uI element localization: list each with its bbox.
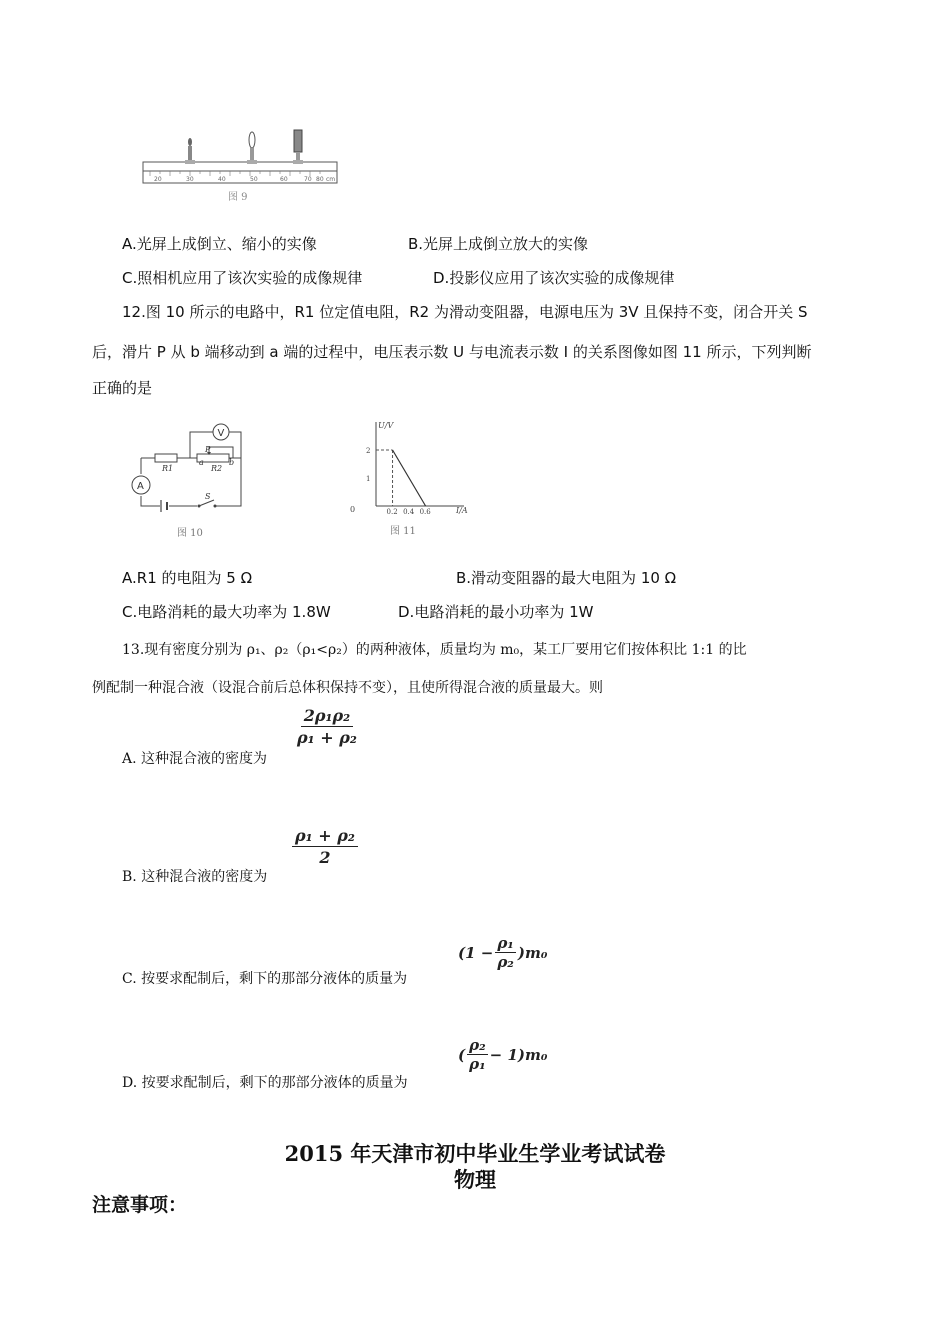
- svg-text:cm: cm: [326, 176, 336, 183]
- svg-text:图 9: 图 9: [228, 192, 248, 203]
- q11-option-c: C.照相机应用了该次实验的成像规律: [122, 269, 363, 287]
- x-tick-label: 0.4: [403, 508, 415, 516]
- origin-label: 0: [350, 505, 356, 514]
- q12-stem-line2: 后，滑片 P 从 b 端移动到 a 端的过程中，电压表示数 U 与电流表示数 I 的关系图像如图 11 所示，下列判断: [92, 343, 812, 361]
- svg-text:V: V: [217, 428, 225, 439]
- r1-resistor: [155, 454, 177, 462]
- formula-c: (1 − $\frac{\text{ρ₁}}{\text{ρ₂}}$ )m₀: [458, 934, 548, 971]
- svg-text:R1: R1: [162, 464, 174, 473]
- q12-option-d: D.电路消耗的最小功率为 1W: [398, 603, 594, 621]
- y-tick-label: 2: [366, 447, 371, 455]
- q12-stem-line3: 正确的是: [92, 379, 153, 397]
- notice-heading: 注意事项：: [92, 1194, 188, 1216]
- svg-text:50: 50: [250, 176, 258, 183]
- figure-10: [125, 414, 255, 540]
- q13-option-b: B. 这种混合液的密度为: [122, 869, 268, 885]
- optical-bench-diagram: [140, 126, 340, 206]
- svg-text:A: A: [137, 481, 144, 492]
- exam-subject: 物理: [454, 1167, 496, 1192]
- q11-option-a: A.光屏上成倒立、缩小的实像: [122, 235, 317, 253]
- u-i-chart: [336, 414, 476, 540]
- svg-text:图 11: 图 11: [390, 526, 416, 537]
- svg-text:S: S: [205, 492, 211, 501]
- screen-icon: [293, 130, 303, 164]
- lens-icon: [247, 132, 257, 164]
- svg-text:20: 20: [154, 176, 162, 183]
- svg-text:a: a: [199, 458, 204, 467]
- exam-title: 2015 年天津市初中毕业生学业考试试卷: [284, 1141, 666, 1166]
- candle-icon: [185, 138, 195, 164]
- formula-d: ( $\frac{\text{ρ₂}}{\text{ρ₁}}$ − 1)m₀: [458, 1036, 548, 1073]
- q13-option-a: A. 这种混合液的密度为: [122, 751, 268, 767]
- formula-a: $\frac{\text{2ρ₁ρ₂}}{\text{ρ₁ + ρ₂}}$: [297, 706, 357, 747]
- svg-text:70: 70: [304, 176, 312, 183]
- circuit-diagram: [125, 414, 255, 540]
- q13-option-c: C. 按要求配制后，剩下的那部分液体的质量为: [122, 971, 408, 987]
- x-axis-label: I/A: [456, 506, 468, 515]
- q13-stem-line1: 13.现有密度分别为 ρ₁、ρ₂（ρ₁<ρ₂）的两种液体，质量均为 m₀，某工厂要用它们按体积比 1:1 的比: [122, 642, 747, 658]
- q11-option-b: B.光屏上成倒立放大的实像: [408, 235, 589, 253]
- q12-option-a: A.R1 的电阻为 5 Ω: [122, 569, 253, 587]
- svg-text:b: b: [229, 458, 235, 467]
- x-tick-label: 0.6: [419, 508, 431, 516]
- q12-option-b: B.滑动变阻器的最大电阻为 10 Ω: [456, 569, 677, 587]
- q12-stem-line1: 12.图 10 所示的电路中，R1 位定值电阻，R2 为滑动变阻器，电源电压为 3V 且保持不变，闭合开关 S: [122, 303, 808, 321]
- svg-text:P: P: [205, 445, 211, 454]
- figure-9: [140, 126, 340, 206]
- y-tick-label: 1: [366, 475, 371, 483]
- svg-text:60: 60: [280, 176, 288, 183]
- svg-text:40: 40: [218, 176, 226, 183]
- svg-text:30: 30: [186, 176, 194, 183]
- series-line: [393, 450, 426, 506]
- q11-option-d: D.投影仪应用了该次实验的成像规律: [433, 269, 675, 287]
- q13-option-d: D. 按要求配制后，剩下的那部分液体的质量为: [122, 1075, 408, 1091]
- x-tick-label: 0.2: [386, 508, 398, 516]
- figure-11: [336, 414, 476, 540]
- svg-text:R2: R2: [211, 464, 223, 473]
- q12-option-c: C.电路消耗的最大功率为 1.8W: [122, 603, 331, 621]
- formula-b: $\frac{\text{ρ₁ + ρ₂}}{2}$: [292, 826, 358, 867]
- svg-text:80: 80: [316, 176, 324, 183]
- svg-text:图 10: 图 10: [177, 528, 203, 539]
- y-axis-label: U/V: [378, 421, 394, 430]
- q13-stem-line2: 例配制一种混合液（设混合前后总体积保持不变），且使所得混合液的质量最大。则: [92, 680, 603, 696]
